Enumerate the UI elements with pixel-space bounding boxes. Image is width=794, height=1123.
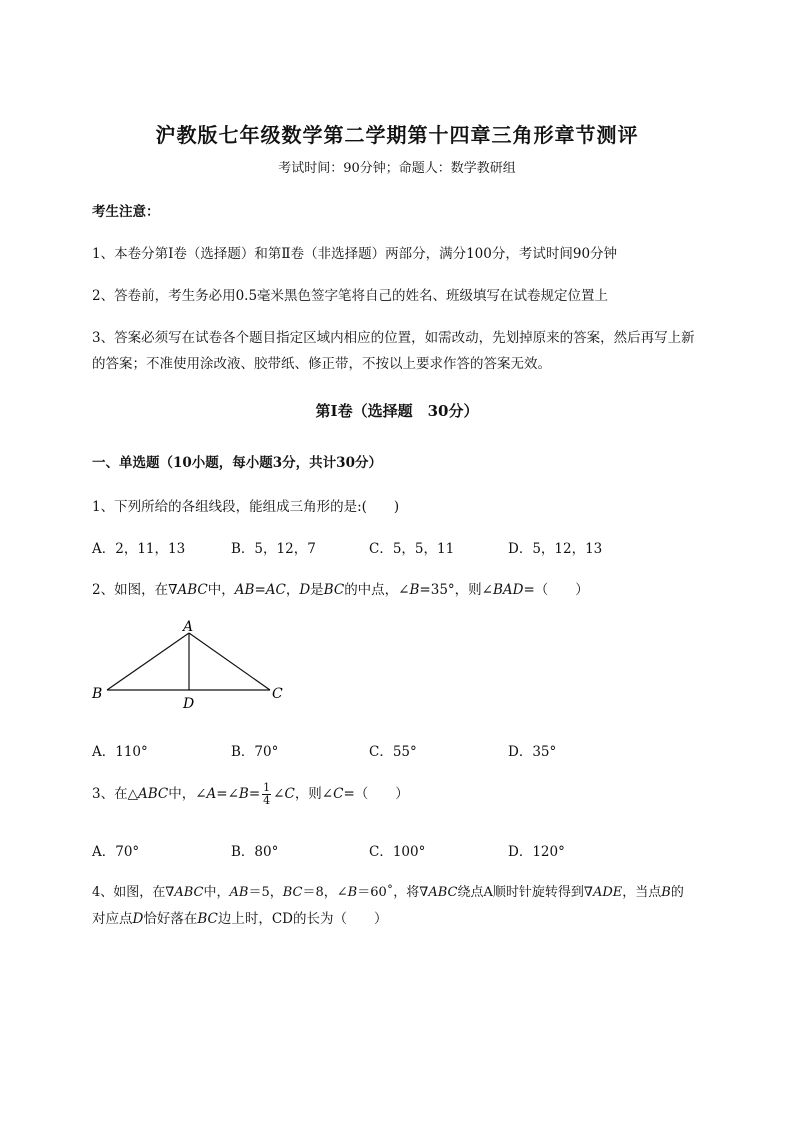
notice-item-1: 1、本卷分第I卷（选择题）和第Ⅱ卷（非选择题）两部分，满分100分，考试时间90分钟 <box>92 246 618 262</box>
q3-var: B <box>238 786 249 802</box>
q1-option-d[interactable]: D．5，12，13 <box>508 541 603 557</box>
q3-var: ABC <box>137 786 169 802</box>
q4-var: B <box>347 885 358 900</box>
fraction-one-quarter <box>262 782 271 807</box>
q4-text: ＝60˚，将∇ <box>357 885 429 900</box>
q2-var: BAD <box>492 582 524 598</box>
q4-text: 4、如图，在∇ <box>92 885 175 900</box>
q4-var: D <box>132 911 144 927</box>
triangle-diagram <box>88 616 288 716</box>
q4-text: 边上时，CD的长为（ ） <box>217 911 388 927</box>
q2-text: 中， <box>207 582 235 598</box>
q2-var: AC <box>265 582 286 598</box>
q3-var: C <box>284 786 295 802</box>
q3-option-d[interactable]: D．120° <box>508 844 565 860</box>
q4-text: 绕点A顺时针旋转得到∇ <box>457 885 593 900</box>
notice-item-3-cont: 的答案；不准使用涂改液、胶带纸、修正带，不按以上要求作答的答案无效。 <box>92 356 551 372</box>
q2-text: ， <box>285 582 300 598</box>
question-4-stem-line-2 <box>92 907 752 927</box>
q4-var: AB <box>229 885 249 900</box>
q2-var: ABC <box>177 582 208 598</box>
q2-text: = <box>254 582 266 598</box>
q4-text: 对应点 <box>92 911 133 927</box>
q1-option-c[interactable]: C．5，5，11 <box>369 541 455 557</box>
q3-text: ∠ <box>273 786 285 802</box>
q1-option-a[interactable]: A．2，11，13 <box>92 541 186 557</box>
q2-var: D <box>299 582 311 598</box>
segment-ab <box>107 633 189 690</box>
q2-option-a[interactable]: A．110° <box>92 744 148 760</box>
label-d: D <box>183 696 195 712</box>
q4-var: ADE <box>592 885 623 900</box>
question-3-stem <box>92 782 752 807</box>
label-a: A <box>183 619 194 635</box>
q2-var: B <box>409 582 420 598</box>
q3-text: 3、在△ <box>92 786 138 802</box>
q4-var: ABC <box>174 885 204 900</box>
fraction-denominator: 4 <box>263 794 271 807</box>
q2-var: AB <box>234 582 255 598</box>
notice-heading: 考生注意： <box>92 204 160 220</box>
q3-option-c[interactable]: C．100° <box>369 844 426 860</box>
q3-var: C <box>333 786 344 802</box>
q2-text: 是 <box>310 582 324 598</box>
q2-option-c[interactable]: C．55° <box>369 744 417 760</box>
q2-text: =（ ） <box>523 582 589 598</box>
q2-option-b[interactable]: B．70° <box>231 744 279 760</box>
exam-subtitle: 考试时间：90分钟；命题人：数学教研组 <box>278 161 516 176</box>
q3-text: ，则∠ <box>294 786 334 802</box>
q2-text: 的中点，∠ <box>344 582 410 598</box>
label-c: C <box>272 686 283 702</box>
q1-option-b[interactable]: B．5，12，7 <box>231 541 316 557</box>
question-1-stem: 1、下列所给的各组线段，能组成三角形的是:( ) <box>92 499 400 515</box>
q4-var: B <box>661 885 671 900</box>
q3-option-b[interactable]: B．80° <box>231 844 279 860</box>
q2-text: =35°，则∠ <box>419 582 493 598</box>
q4-text: ＝5， <box>248 885 283 900</box>
q3-text: 中，∠ <box>168 786 207 802</box>
label-b: B <box>92 686 103 702</box>
page-title: 沪教版七年级数学第二学期第十四章三角形章节测评 <box>155 123 639 147</box>
q2-option-d[interactable]: D．35° <box>508 744 557 760</box>
question-2-stem <box>92 578 752 598</box>
q4-var: BC <box>197 911 218 927</box>
part-heading: 一、单选题（10小题，每小题3分，共计30分） <box>92 455 382 471</box>
q4-text: 中， <box>203 885 230 900</box>
q3-var: A <box>206 786 217 802</box>
q4-text: 恰好落在 <box>143 911 198 927</box>
q4-text: 的 <box>670 885 684 900</box>
q3-text: =（ ） <box>343 786 409 802</box>
q2-text: 2、如图，在∇ <box>92 582 178 598</box>
q4-text: ，当点 <box>622 885 662 900</box>
segment-ac <box>189 633 270 690</box>
notice-item-2: 2、答卷前，考生务必用0.5毫米黑色签字笔将自己的姓名、班级填写在试卷规定位置上 <box>92 288 609 304</box>
q4-text: ＝8，∠ <box>302 885 348 900</box>
q4-var: ABC <box>428 885 458 900</box>
q3-text: = <box>248 786 261 802</box>
fraction-numerator: 1 <box>263 781 271 794</box>
notice-item-3: 3、答案必须写在试卷各个题目指定区域内相应的位置，如需改动，先划掉原来的答案，然后再写上新 <box>92 330 695 346</box>
q3-text: =∠ <box>216 786 239 802</box>
q2-var: BC <box>323 582 345 598</box>
q3-option-a[interactable]: A．70° <box>92 844 140 860</box>
q4-var: BC <box>282 885 303 900</box>
question-4-stem-line-1 <box>92 881 752 900</box>
section-title: 第I卷（选择题 30分） <box>315 402 479 420</box>
